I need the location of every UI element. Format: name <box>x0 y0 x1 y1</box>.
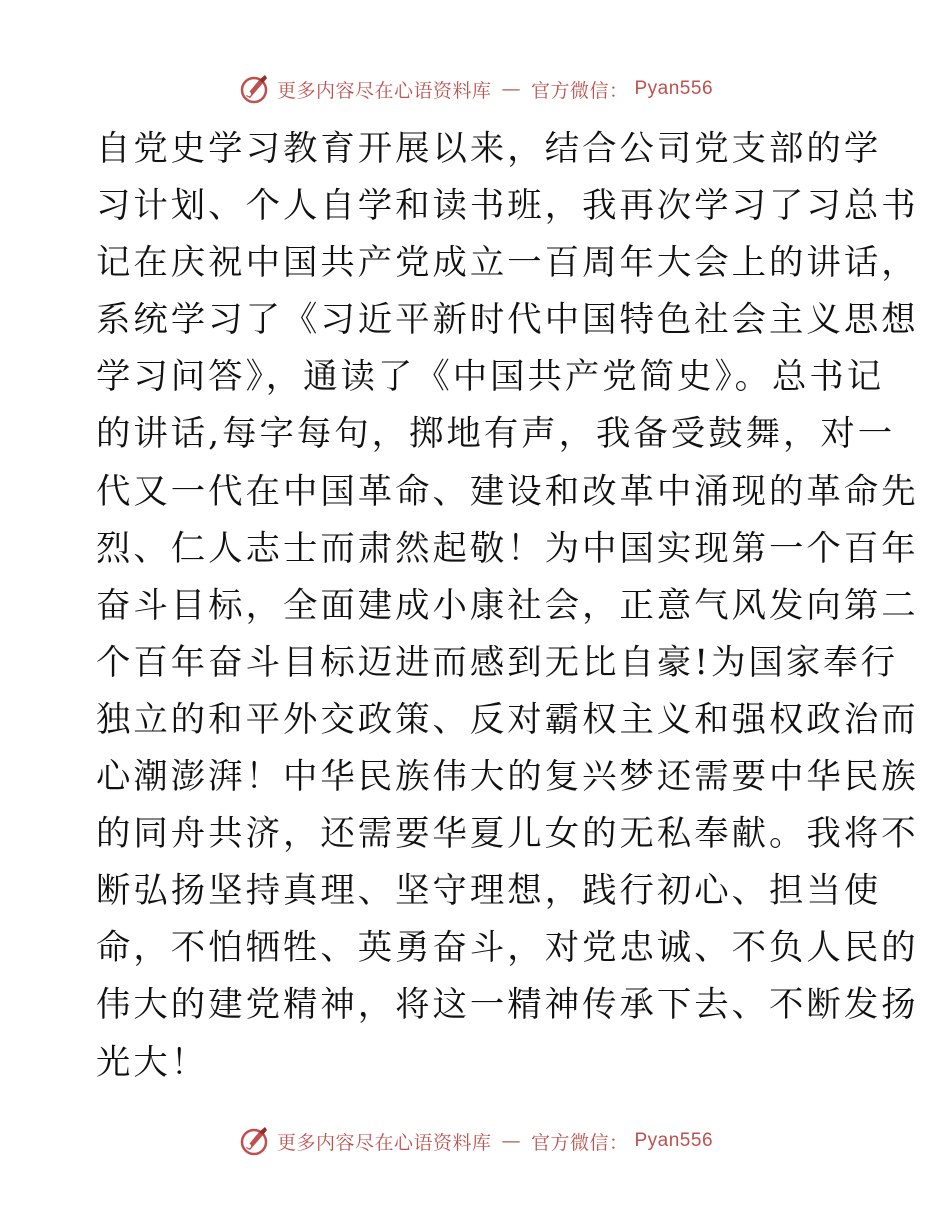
text-line: 心潮澎湃！中华民族伟大的复兴梦还需要中华民族 <box>96 757 919 798</box>
watermark-text: 更多内容尽在心语资料库 <box>276 79 492 102</box>
watermark-label: 官方微信： <box>530 1131 629 1154</box>
text-line: 伟大的建党精神，将这一精神传承下去、不断发扬 <box>96 985 919 1026</box>
text-line: 独立的和平外交政策、反对霸权主义和强权政治而 <box>96 699 919 740</box>
seal-logo-icon <box>237 1124 271 1158</box>
text-line: 代又一代在中国革命、建设和改革中涌现的革命先 <box>96 471 919 512</box>
watermark-separator: — <box>501 78 521 100</box>
text-line: 学习问答》，通读了《中国共产党简史》。总书记 <box>96 357 885 398</box>
text-line: 奋斗目标，全面建成小康社会，正意气风发向第二 <box>96 585 919 626</box>
text-line: 系统学习了《习近平新时代中国特色社会主义思想 <box>96 300 919 341</box>
text-line: 光大！ <box>96 1042 209 1083</box>
watermark-text: 更多内容尽在心语资料库 <box>276 1131 492 1154</box>
watermark-label: 官方微信： <box>530 79 629 102</box>
header-watermark <box>0 72 950 106</box>
text-line: 个百年奋斗目标迈进而感到无比自豪!为国家奉行 <box>96 642 899 683</box>
text-line: 自党史学习教育开展以来，结合公司党支部的学 <box>96 129 882 169</box>
body-text <box>96 121 919 1092</box>
text-line: 的同舟共济，还需要华夏儿女的无私奉献。我将不 <box>96 814 919 855</box>
text-line: 习计划、个人自学和读书班，我再次学习了习总书 <box>96 186 919 227</box>
text-line: 断弘扬坚持真理、坚守理想，践行初心、担当使 <box>96 871 882 912</box>
watermark-separator: — <box>501 1130 521 1152</box>
text-line: 的讲话,每字每句，掷地有声，我备受鼓舞，对一 <box>96 414 896 455</box>
text-line: 命，不怕牺牲、英勇奋斗，对党忠诚、不负人民的 <box>96 928 919 969</box>
watermark-wechat-id: Pyan556 <box>634 78 714 99</box>
text-line: 烈、仁人志士而肃然起敬！为中国实现第一个百年 <box>96 528 919 569</box>
seal-logo-icon <box>237 72 271 106</box>
text-line: 记在庆祝中国共产党成立一百周年大会上的讲话， <box>96 243 919 284</box>
watermark-wechat-id: Pyan556 <box>634 1130 714 1151</box>
footer-watermark <box>0 1124 950 1158</box>
